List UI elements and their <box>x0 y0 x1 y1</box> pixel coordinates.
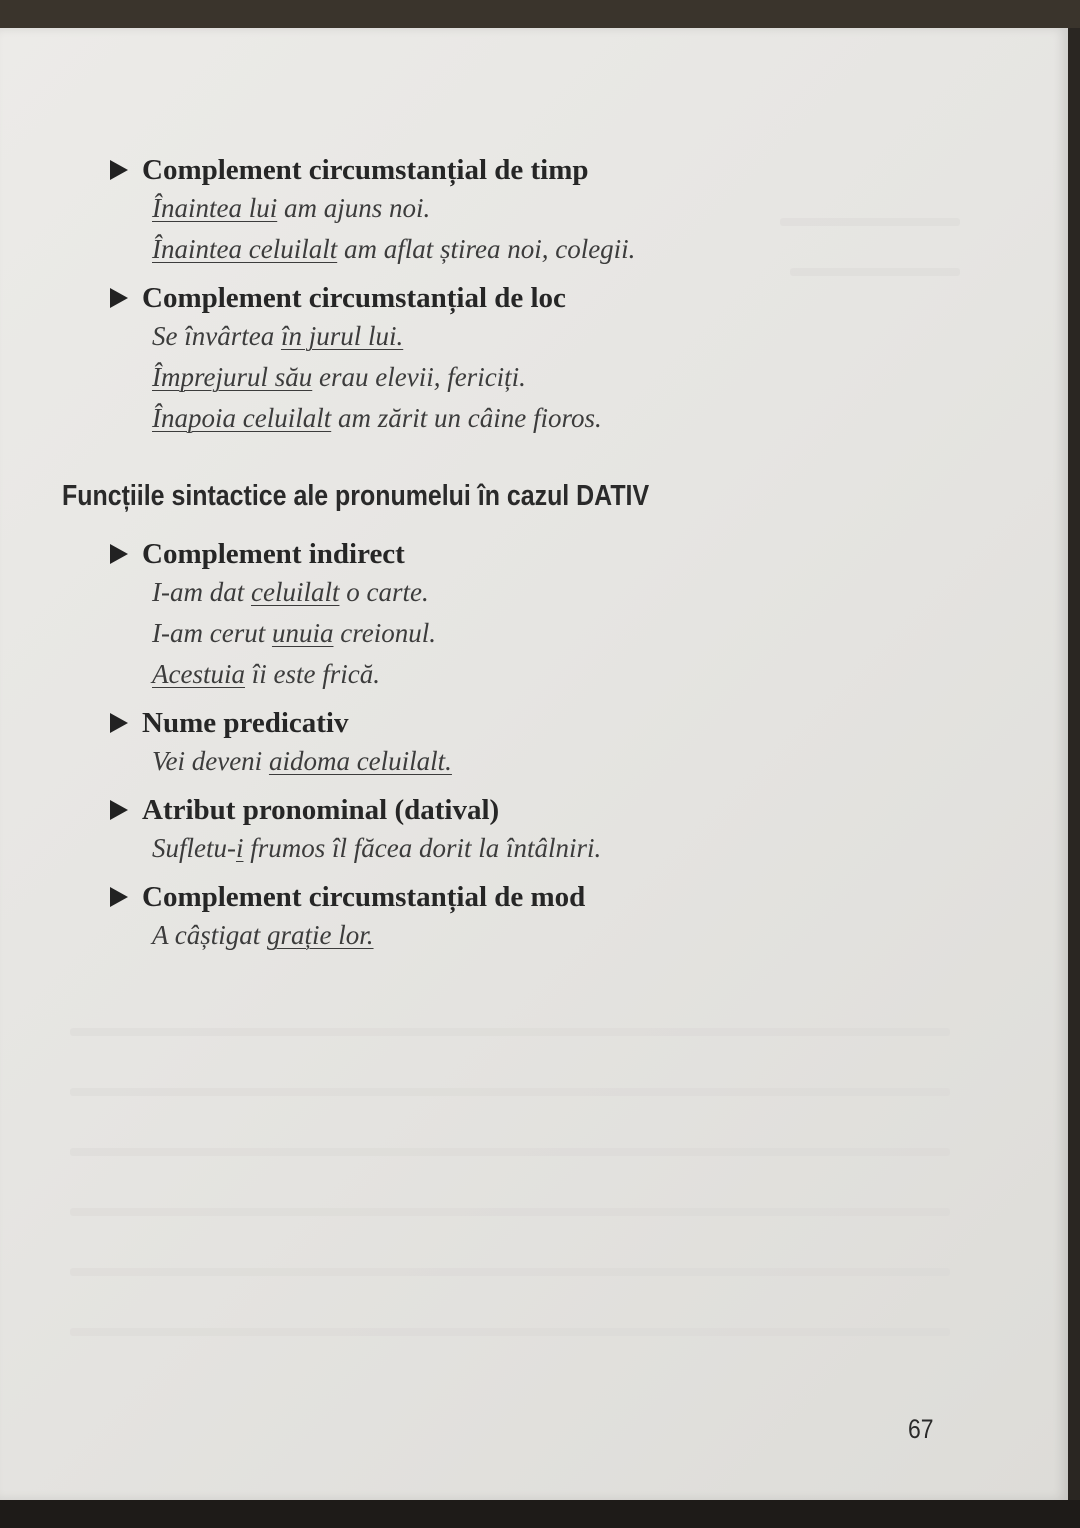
bleed-through <box>70 1208 950 1216</box>
example-underlined: în jurul lui. <box>280 321 404 351</box>
section-nominative-functions <box>110 152 810 449</box>
example-text: A câștigat <box>152 920 268 950</box>
example-text: Se învârtea <box>152 321 281 351</box>
example-text: am aflat știrea noi, colegii. <box>337 234 636 264</box>
example-line <box>152 572 810 613</box>
example-text: o carte. <box>339 577 429 607</box>
example-text: am zărit un câine fioros. <box>331 403 602 433</box>
example-underlined: Acestuia <box>152 659 245 689</box>
item-title-text: Complement indirect <box>142 538 405 570</box>
page-number: 67 <box>908 1414 934 1444</box>
example-underlined: Înapoia celuilalt <box>152 403 332 433</box>
item-group <box>110 705 810 782</box>
example-text: I-am dat <box>152 577 251 607</box>
item-group <box>110 280 810 439</box>
example-text: I-am cerut <box>152 618 272 648</box>
item-group <box>110 152 810 270</box>
example-text: am ajuns noi. <box>277 193 431 223</box>
example-underlined: aidoma celuilalt. <box>268 746 452 776</box>
item-title <box>110 536 810 572</box>
example-text: Sufletu- <box>152 833 236 863</box>
example-underlined: Împrejurul său <box>152 362 313 392</box>
item-title <box>110 705 810 741</box>
bleed-through <box>70 1088 950 1096</box>
item-group <box>110 536 810 695</box>
example-text: erau elevii, fericiți. <box>312 362 526 392</box>
item-title-text: Complement circumstanțial de timp <box>142 154 589 186</box>
bleed-through <box>790 268 960 276</box>
triangle-bullet-icon <box>110 887 128 907</box>
example-line <box>152 188 810 229</box>
section-heading: Funcțiile sintactice ale pronumelui în cazul DATIV <box>62 480 650 512</box>
example-text: Vei deveni <box>152 746 269 776</box>
triangle-bullet-icon <box>110 713 128 733</box>
example-underlined: unuia <box>271 618 334 648</box>
example-line <box>152 741 810 782</box>
bleed-through <box>70 1148 950 1156</box>
triangle-bullet-icon <box>110 160 128 180</box>
item-group <box>110 792 810 869</box>
bleed-through <box>70 1268 950 1276</box>
example-underlined: i <box>235 833 244 863</box>
bleed-through <box>70 1328 950 1336</box>
item-group <box>110 879 810 956</box>
example-underlined: grație lor. <box>267 920 374 950</box>
item-title <box>110 792 810 828</box>
top-edge <box>0 0 1080 28</box>
item-title-text: Atribut pronominal (datival) <box>142 794 500 826</box>
bleed-through <box>70 1028 950 1036</box>
example-line <box>152 316 810 357</box>
example-underlined: Înaintea celuilalt <box>152 234 338 264</box>
triangle-bullet-icon <box>110 288 128 308</box>
example-line <box>152 398 810 439</box>
example-underlined: Înaintea lui <box>152 193 278 223</box>
example-text: frumos îl făcea dorit la întâlniri. <box>243 833 602 863</box>
example-line <box>152 613 810 654</box>
example-line <box>152 915 810 956</box>
example-line <box>152 828 810 869</box>
triangle-bullet-icon <box>110 800 128 820</box>
item-title <box>110 879 810 915</box>
example-line <box>152 654 810 695</box>
bottom-edge <box>0 1500 1080 1528</box>
item-title-text: Nume predicativ <box>142 707 349 739</box>
item-title <box>110 280 810 316</box>
example-line <box>152 229 810 270</box>
item-title <box>110 152 810 188</box>
triangle-bullet-icon <box>110 544 128 564</box>
item-title-text: Complement circumstanțial de loc <box>142 282 566 314</box>
item-title-text: Complement circumstanțial de mod <box>142 881 586 913</box>
example-line <box>152 357 810 398</box>
example-text: îi este frică. <box>244 659 380 689</box>
example-underlined: celuilalt <box>250 577 340 607</box>
section-dative-functions <box>110 536 810 966</box>
example-text: creionul. <box>333 618 436 648</box>
